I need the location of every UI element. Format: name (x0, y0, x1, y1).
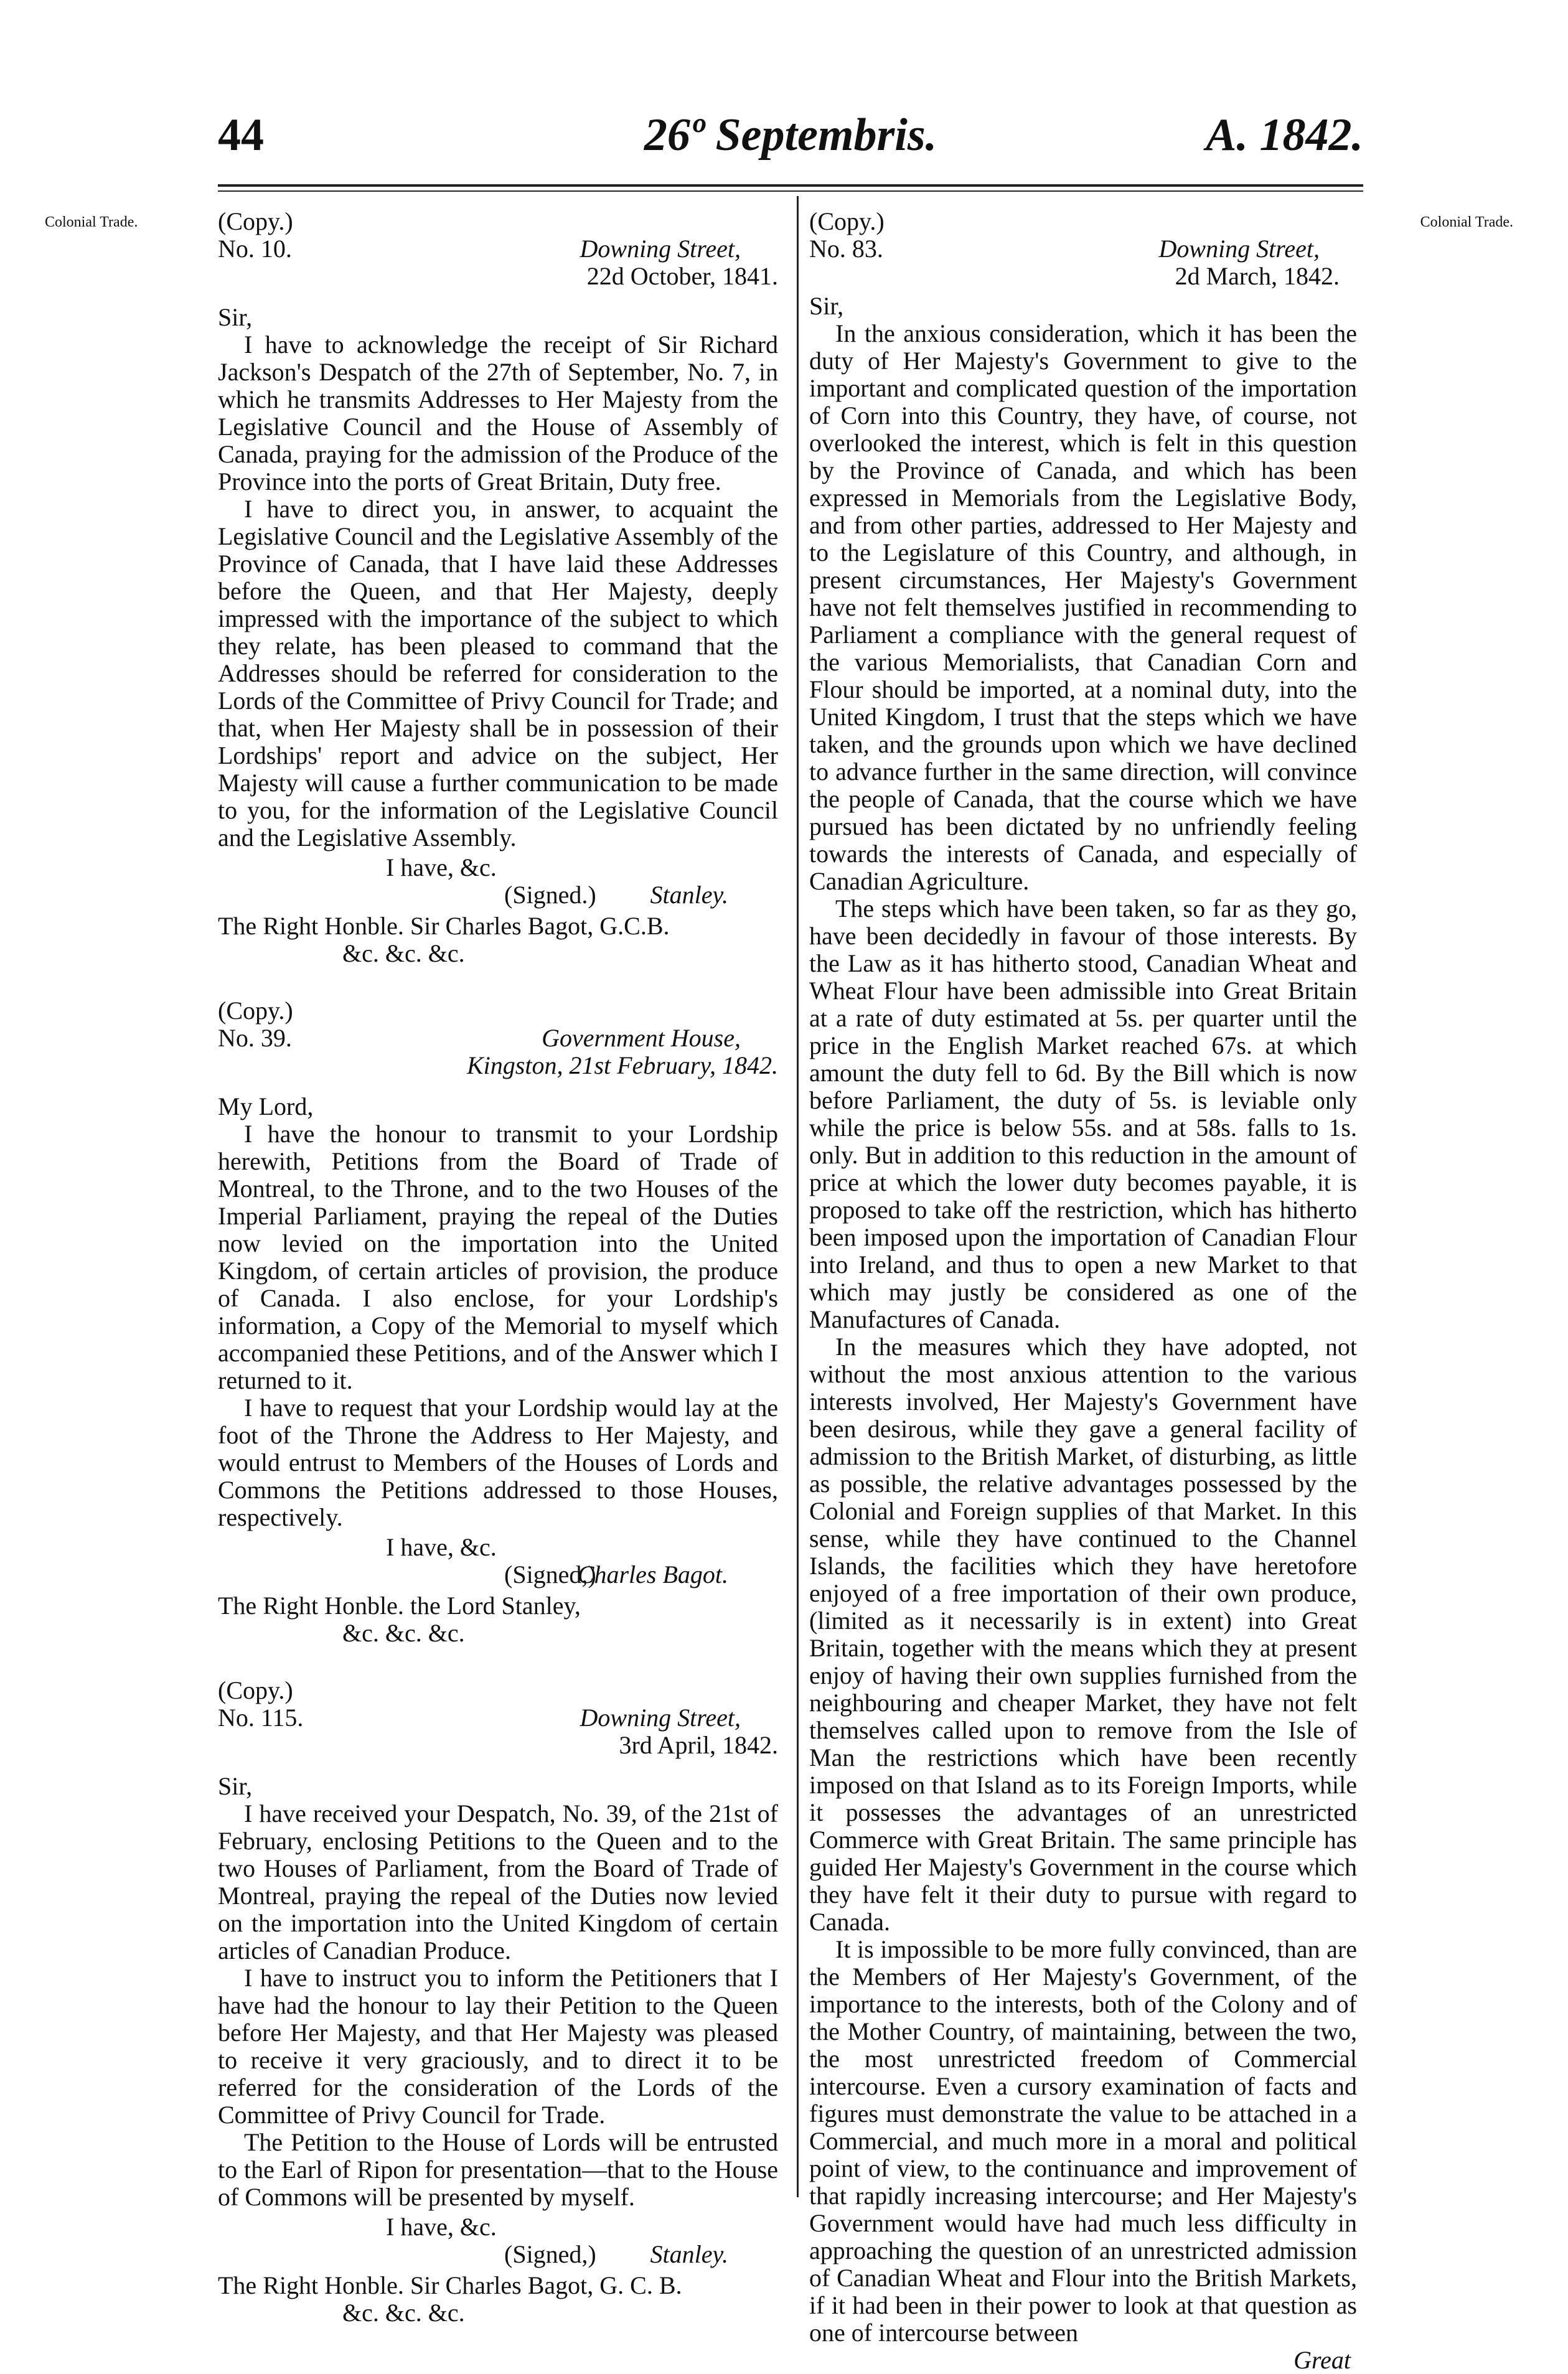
letter-no-115 (218, 1677, 778, 2327)
header-date: 26º Septembris. (644, 110, 937, 161)
paragraph: The Petition to the House of Lords will be entrusted to the Earl of Ripon for presentation—that to the House of Commons will be presented by myself. (218, 2128, 778, 2211)
addressee: The Right Honble. the Lord Stanley, (218, 1592, 581, 1620)
column-divider (797, 196, 799, 2197)
running-head (218, 109, 1363, 177)
letter-no-10 (218, 208, 778, 967)
salutation: Sir, (809, 292, 844, 320)
salutation: My Lord, (218, 1092, 314, 1120)
letter-place: Downing Street, (1158, 235, 1320, 263)
signature: Charles Bagot. (577, 1560, 728, 1588)
letter-meta (218, 1704, 778, 1732)
letter-number: No. 115. (218, 1704, 304, 1732)
etc-line: &c. &c. &c. (342, 939, 465, 967)
etc-line: &c. &c. &c. (342, 1619, 465, 1647)
paragraph: The steps which have been taken, so far as they go, have been decidedly in favour of those interests. By the Law as it has hitherto stood, Canadian Wheat and Wheat Flour have been admissible into Great Britain at a rate of duty estimated at 5s. per quarter until the price in the English Market reached 67s. at which amount the duty fell to 6d. By the Bill which is now before Parliament, the duty of 5s. is leviable only while the price is below 55s. and at 58s. falls to 1s. only. But in addition to this reduction in the amount of price at which the lower duty becomes payable, it is proposed to take off the restriction, which has hitherto been imposed upon the importation of Canadian Flour into Ireland, and thus to open a new Market to that which may justly be considered as one of the Manufactures of Canada. (809, 894, 1357, 1333)
letter-meta (218, 235, 778, 263)
margin-note-left: Colonial Trade. (45, 214, 138, 230)
signature-line (218, 2241, 778, 2268)
salutation: Sir, (218, 1772, 253, 1800)
addressee: The Right Honble. Sir Charles Bagot, G. C. B. (218, 2271, 682, 2299)
letter-no-39 (218, 997, 778, 1647)
paragraph: I have the honour to transmit to your Lordship herewith, Petitions from the Board of Trade of Montreal, to the Throne, and to the two Houses of the Imperial Parliament, praying the repeal of the Duties now levied on the importation into the United Kingdom, of certain articles of provision, the produce of Canada. I also enclose, for your Lordship's information, a Copy of the Memorial to myself which accompanied these Petitions, and of the Answer which I returned to it. (218, 1120, 778, 1394)
etc-line: &c. &c. &c. (342, 2299, 465, 2327)
left-column (218, 208, 778, 2327)
signature-line (218, 881, 778, 909)
header-rule-thin (218, 190, 1363, 192)
header-rule (218, 184, 1363, 187)
paragraph: In the anxious consideration, which it has been the duty of Her Majesty's Government to give to the important and complicated question of the importation of Corn into this Country, they have, of course, not overlooked the interest, which is felt in this question by the Province of Canada, and which has been expressed in Memorials from the Legislative Body, and from other parties, addressed to Her Majesty and to the Legislature of this Country, and although, in present circumstances, Her Majesty's Government have not felt themselves justified in recommending to Parliament a compliance with the general request of the various Memorialists, that Canadian Corn and Flour should be imported, at a nominal duty, into the United Kingdom, I trust that the steps which we have taken, and the grounds upon which we have declined to advance further in the same direction, will convince the people of Canada, that the course which we have pursued has been dictated by no unfriendly feeling towards the interests of Canada, and especially of Canadian Agriculture. (809, 319, 1357, 895)
right-column (809, 208, 1357, 2374)
letter-place: Downing Street, (580, 235, 741, 263)
copy-label: (Copy.) (218, 1676, 293, 1704)
signature: Stanley. (650, 881, 728, 909)
signature: Stanley. (650, 2240, 728, 2268)
letter-number: No. 39. (218, 1024, 292, 1052)
letter-number: No. 83. (809, 235, 883, 263)
catchword: Great (1293, 2346, 1351, 2374)
letter-no-83 (809, 208, 1357, 2374)
letter-meta (218, 1025, 778, 1052)
copy-label: (Copy.) (218, 997, 293, 1025)
closing: I have, &c. (386, 2213, 497, 2241)
closing: I have, &c. (386, 853, 497, 881)
signed-label: (Signed,) (504, 2240, 596, 2268)
copy-label: (Copy.) (218, 207, 293, 235)
paragraph: I have to request that your Lordship would lay at the foot of the Throne the Address to Her Majesty, and would entrust to Members of the Houses of Lords and Commons the Petitions addressed to those Houses, respectively. (218, 1394, 778, 1531)
paragraph: In the measures which they have adopted, not without the most anxious attention to the various interests involved, Her Majesty's Government have been desirous, while they gave a general facility of admission to the British Market, of disturbing, as little as possible, the relative advantages possessed by the Colonial and Foreign supplies of that Market. In this sense, while they have continued to the Channel Islands, the facilities which they have heretofore enjoyed of a free importation of their own produce, (limited as it necessarily is in extent) into Great Britain, together with the means which they at present enjoy of having their own supplies furnished from the neighbouring and cheaper Market, they have not felt themselves called upon to remove from the Isle of Man the restrictions which have been recently imposed on that Island as to its Foreign Imports, while it possesses the advantages of an unrestricted Commerce with Great Britain. The same principle has guided Her Majesty's Government in the course which they have felt it their duty to pursue with regard to Canada. (809, 1333, 1357, 1936)
copy-label: (Copy.) (809, 207, 885, 235)
paragraph: I have to instruct you to inform the Petitioners that I have had the honour to lay their Petition to the Queen before Her Majesty, and that Her Majesty was pleased to receive it very graciously, and to direct it to be referred for the consideration of the Lords of the Committee of Privy Council for Trade. (218, 1964, 778, 2129)
margin-note-right: Colonial Trade. (1420, 214, 1513, 230)
page-number: 44 (218, 110, 264, 161)
letter-date: 2d March, 1842. (1175, 262, 1340, 290)
letter-place: Downing Street, (580, 1704, 741, 1732)
signature-line (218, 1561, 778, 1588)
paragraph: I have to direct you, in answer, to acquaint the Legislative Council and the Legislative Assembly of the Province of Canada, that I have laid these Addresses before the Queen, and that Her Majesty, deeply impressed with the importance of the subject to which they relate, has been pleased to command that the Addresses should be referred for consideration to the Lords of the Committee of Privy Council for Trade; and that, when Her Majesty shall be in possession of their Lordships' report and advice on the subject, Her Majesty will cause a further communication to be made to you, for the information of the Legislative Council and the Legislative Assembly. (218, 495, 778, 852)
letter-date: 22d October, 1841. (586, 262, 778, 290)
signed-label: (Signed,) (504, 1560, 596, 1588)
letter-meta (809, 235, 1357, 263)
letter-place: Government House, (542, 1024, 741, 1052)
signed-label: (Signed.) (504, 881, 596, 909)
header-year: A. 1842. (1206, 110, 1363, 161)
paragraph: It is impossible to be more fully convinced, than are the Members of Her Majesty's Government, of the importance to the interests, both of the Colony and of the Mother Country, of maintaining, between the two, the most unrestricted freedom of Commercial intercourse. Even a cursory examination of facts and figures must demonstrate the value to be attached in a Commercial, and much more in a moral and political point of view, to the continuance and improvement of that rapidly increasing intercourse; and Her Majesty's Government would have had much less difficulty in approaching the question of an unrestricted admission of Canadian Wheat and Flour into the British Markets, if it had been in their power to look at that question as one of intercourse between (809, 1935, 1357, 2347)
salutation: Sir, (218, 303, 253, 331)
spacer (218, 1647, 778, 1677)
paragraph: I have to acknowledge the receipt of Sir Richard Jackson's Despatch of the 27th of September, No. 7, in which he transmits Addresses to Her Majesty from the Legislative Council and the House of Assembly of Canada, praying for the admission of the Produce of the Province into the ports of Great Britain, Duty free. (218, 331, 778, 495)
letter-date: Kingston, 21st February, 1842. (466, 1051, 778, 1079)
letter-number: No. 10. (218, 235, 292, 263)
addressee: The Right Honble. Sir Charles Bagot, G.C.B. (218, 912, 670, 940)
paragraph: I have received your Despatch, No. 39, of the 21st of February, enclosing Petitions to the Queen and to the two Houses of Parliament, from the Board of Trade of Montreal, praying the repeal of the Duties now levied on the importation into the United Kingdom of certain articles of Canadian Produce. (218, 1799, 778, 1964)
closing: I have, &c. (386, 1533, 497, 1561)
letter-date: 3rd April, 1842. (619, 1731, 778, 1759)
spacer (218, 967, 778, 997)
